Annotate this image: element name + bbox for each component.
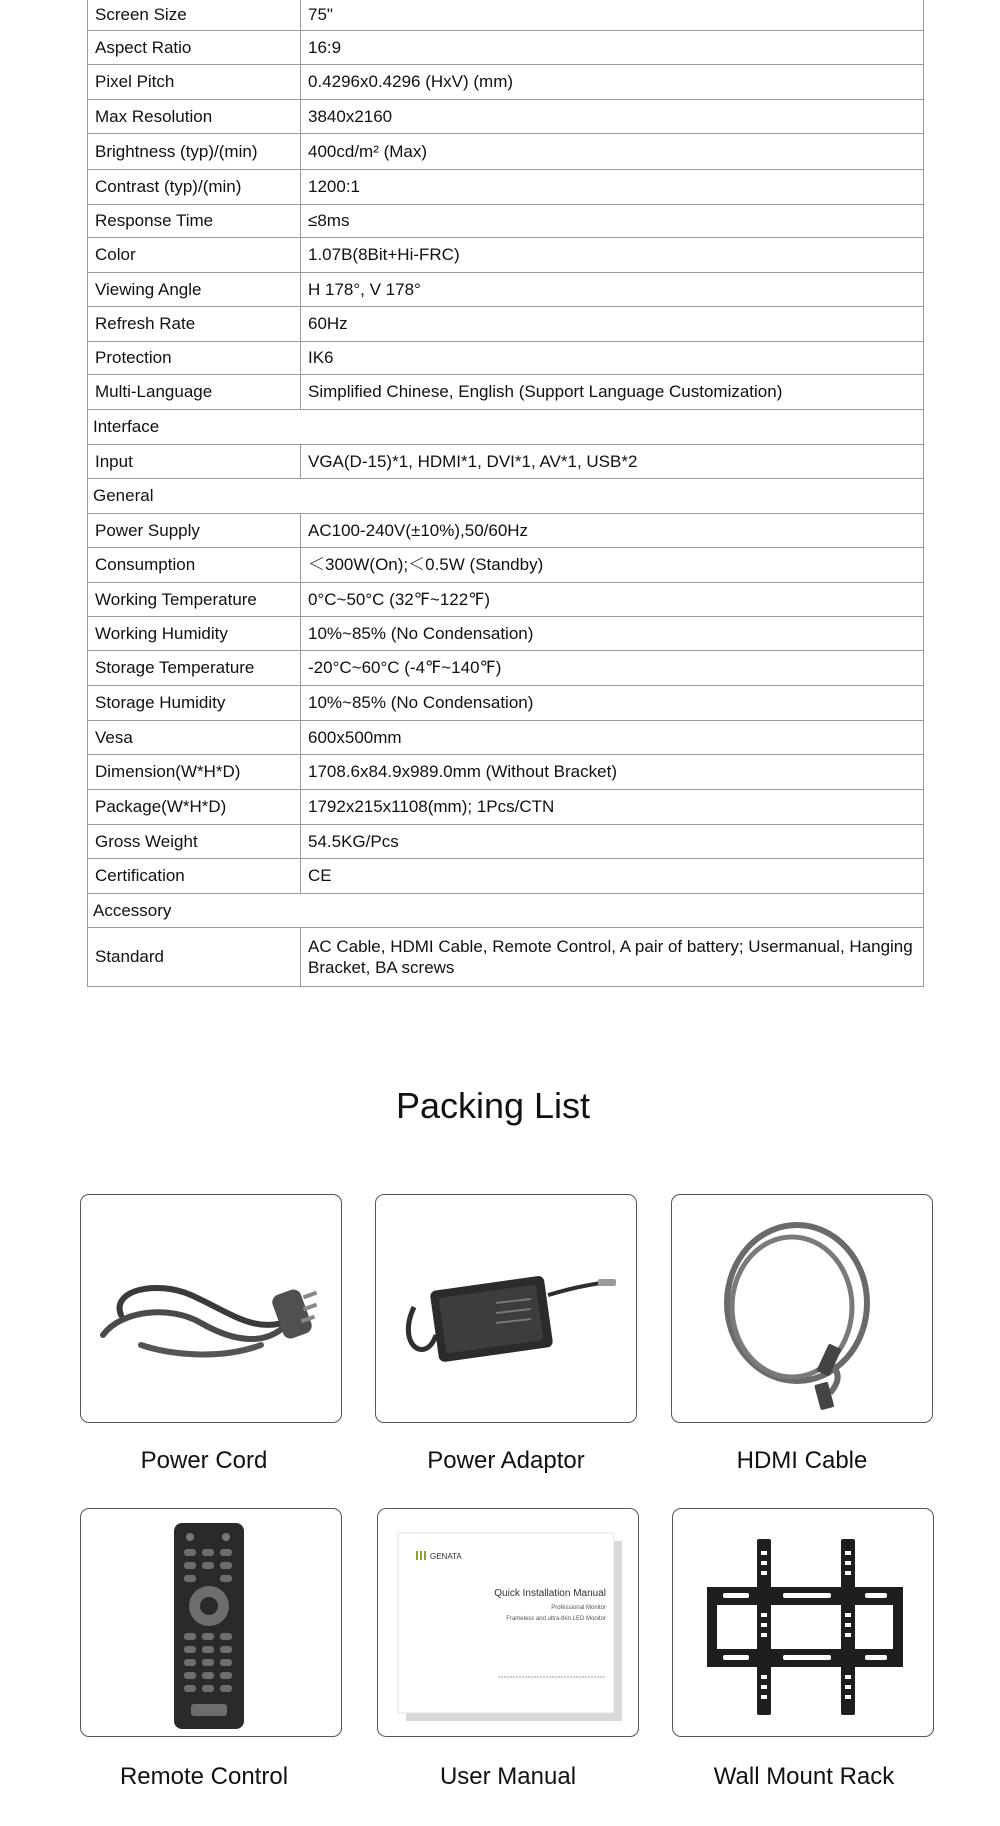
spec-row [88,650,924,685]
spec-section-row [88,409,924,444]
manual-line2-text: Frameless and ultra-thin LED Monitor [506,1616,606,1622]
spec-value: 1200:1 [301,169,924,204]
spec-row [88,272,924,306]
spec-label: Power Supply [88,513,301,547]
spec-label: Working Humidity [88,616,301,650]
spec-label: Storage Temperature [88,650,301,685]
spec-row [88,789,924,824]
spec-value: -20°C~60°C (-4℉~140℉) [301,650,924,685]
manual-title-text: Quick Installation Manual [494,1588,606,1599]
spec-value: 1792x215x1108(mm); 1Pcs/CTN [301,789,924,824]
spec-label: Contrast (typ)/(min) [88,169,301,204]
spec-section-heading: General [88,478,924,513]
spec-row [88,720,924,754]
wall-mount-rack-icon [673,1509,934,1737]
spec-value: 10%~85% (No Condensation) [301,685,924,720]
user-manual-icon [378,1509,639,1737]
hdmi-cable-card [671,1194,933,1423]
spec-section-heading: Interface [88,409,924,444]
spec-value: H 178°, V 178° [301,272,924,306]
spec-row [88,824,924,858]
power-adaptor-icon [376,1195,637,1423]
power-cord-icon [81,1195,342,1423]
spec-row [88,237,924,272]
spec-label: Consumption [88,547,301,582]
power-cord-card [80,1194,342,1423]
spec-value: 600x500mm [301,720,924,754]
spec-label: Color [88,237,301,272]
spec-value: 3840x2160 [301,99,924,133]
spec-row [88,444,924,478]
spec-label: Dimension(W*H*D) [88,754,301,789]
spec-value: Simplified Chinese, English (Support Language Customization) [301,374,924,409]
spec-value: 60Hz [301,306,924,341]
spec-value: 10%~85% (No Condensation) [301,616,924,650]
power-adaptor-label: Power Adaptor [427,1447,585,1474]
spec-label: Standard [88,927,301,986]
power-adaptor-card [375,1194,637,1423]
spec-row [88,306,924,341]
wall-mount-rack-label: Wall Mount Rack [713,1763,895,1790]
manual-brand-text: GENATA [430,1552,462,1561]
spec-value: 1.07B(8Bit+Hi-FRC) [301,237,924,272]
spec-row [88,64,924,99]
spec-label: Protection [88,341,301,374]
spec-row [88,341,924,374]
spec-value: 400cd/m² (Max) [301,133,924,169]
manual-line1-text: Professional Monitor [551,1605,606,1611]
spec-value: CE [301,858,924,893]
spec-label: Working Temperature [88,582,301,616]
spec-label: Viewing Angle [88,272,301,306]
spec-value: AC100-240V(±10%),50/60Hz [301,513,924,547]
spec-row [88,547,924,582]
spec-row [88,513,924,547]
spec-label: Brightness (typ)/(min) [88,133,301,169]
spec-label: Pixel Pitch [88,64,301,99]
spec-row [88,30,924,64]
spec-row [88,169,924,204]
spec-row [88,582,924,616]
spec-row [88,685,924,720]
spec-value: ≤8ms [301,204,924,237]
spec-row [88,858,924,893]
spec-value: 0.4296x0.4296 (HxV) (mm) [301,64,924,99]
spec-label: Response Time [88,204,301,237]
spec-section-row [88,478,924,513]
spec-label: Package(W*H*D) [88,789,301,824]
spec-row [88,133,924,169]
spec-section-row [88,893,924,927]
remote-control-icon [81,1509,342,1737]
spec-table-body [88,0,924,986]
hdmi-cable-icon [672,1195,933,1423]
hdmi-cable-label: HDMI Cable [736,1447,868,1474]
spec-value: 16:9 [301,30,924,64]
packing-list-title: Packing List [395,1085,591,1126]
spec-value: IK6 [301,341,924,374]
spec-value: 1708.6x84.9x989.0mm (Without Bracket) [301,754,924,789]
spec-label: Input [88,444,301,478]
spec-label: Aspect Ratio [88,30,301,64]
spec-label: Certification [88,858,301,893]
spec-row [88,754,924,789]
spec-value: VGA(D-15)*1, HDMI*1, DVI*1, AV*1, USB*2 [301,444,924,478]
spec-row [88,204,924,237]
spec-label: Screen Size [88,0,301,30]
power-cord-label: Power Cord [140,1447,268,1474]
user-manual-label: User Manual [439,1763,577,1790]
spec-row [88,616,924,650]
spec-row [88,374,924,409]
spec-label: Refresh Rate [88,306,301,341]
spec-value: 0°C~50°C (32℉~122℉) [301,582,924,616]
spec-value: 54.5KG/Pcs [301,824,924,858]
spec-section-heading: Accessory [88,893,924,927]
remote-control-card [80,1508,342,1737]
remote-control-label: Remote Control [119,1763,289,1790]
spec-label: Vesa [88,720,301,754]
spec-label: Gross Weight [88,824,301,858]
spec-label: Max Resolution [88,99,301,133]
spec-value: ＜300W(On);＜0.5W (Standby) [301,547,924,582]
spec-label: Storage Humidity [88,685,301,720]
wall-mount-rack-card [672,1508,934,1737]
spec-value: AC Cable, HDMI Cable, Remote Control, A pair of battery; Usermanual, Hanging Bracket, BA screws [301,927,924,986]
spec-row [88,0,924,30]
spec-row [88,927,924,986]
spec-value: 75" [301,0,924,30]
spec-label: Multi-Language [88,374,301,409]
user-manual-card [377,1508,639,1737]
spec-table [87,0,924,987]
spec-row [88,99,924,133]
